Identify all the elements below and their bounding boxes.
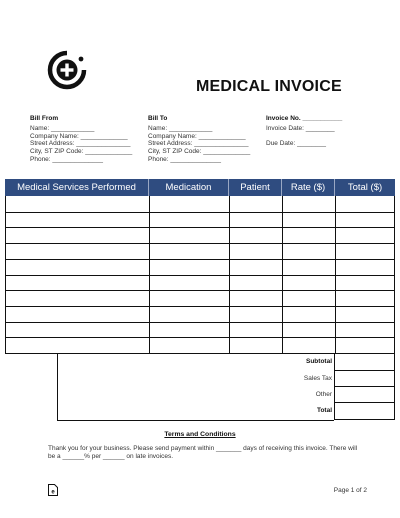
sales-tax-cell[interactable] — [334, 371, 395, 387]
page-number: Page 1 of 2 — [333, 487, 367, 494]
terms-body: Thank you for your business. Please send payment within _______ days of receiving this invoice. There will be a ______% per ______ on late invoices. — [48, 445, 358, 461]
table-column-divider — [149, 196, 150, 353]
totals-bottom-border — [57, 420, 334, 421]
table-column-divider — [229, 196, 230, 353]
other-cell[interactable] — [334, 387, 395, 403]
bill-to-street-field[interactable]: Street Address: _______________ — [148, 140, 249, 148]
bill-from-phone-field[interactable]: Phone: ______________ — [30, 155, 104, 163]
subtotal-cell[interactable] — [334, 354, 395, 371]
table-body[interactable] — [5, 196, 395, 354]
invoice-date-field[interactable]: Invoice Date: ________ — [266, 124, 335, 132]
bill-to-city-field[interactable]: City, ST ZIP Code: _____________ — [148, 148, 251, 156]
bill-to-phone-field[interactable]: Phone: ______________ — [148, 155, 222, 163]
total-label: Total — [316, 407, 332, 414]
bill-to-heading: Bill To — [148, 115, 168, 122]
column-header-medication: Medication — [149, 179, 229, 196]
bill-to-section — [148, 115, 263, 164]
bill-from-heading: Bill From — [30, 115, 59, 122]
subtotal-label: Subtotal — [306, 358, 332, 365]
table-column-divider — [335, 196, 336, 353]
table-column-divider — [282, 196, 283, 353]
sales-tax-label: Sales Tax — [303, 375, 332, 382]
bill-to-company-field[interactable]: Company Name: _____________ — [148, 132, 246, 140]
column-header-patient: Patient — [229, 179, 282, 196]
terms-title: Terms and Conditions — [164, 431, 236, 438]
totals-section — [5, 354, 395, 420]
bill-from-name-field[interactable]: Name: ____________ — [30, 124, 95, 132]
document-icon — [48, 484, 58, 496]
total-cell[interactable] — [334, 403, 395, 420]
table-header — [5, 179, 395, 196]
svg-text:e: e — [51, 489, 55, 496]
bill-from-section — [30, 115, 145, 164]
column-header-services: Medical Services Performed — [5, 179, 149, 196]
column-header-rate: Rate ($) — [282, 179, 335, 196]
invoice-meta-section — [266, 115, 376, 156]
bill-from-street-field[interactable]: Street Address: _______________ — [30, 140, 131, 148]
other-label: Other — [315, 391, 332, 398]
invoice-title: MEDICAL INVOICE — [196, 78, 342, 95]
bill-from-company-field[interactable]: Company Name: _____________ — [30, 132, 128, 140]
medical-cross-logo-icon — [47, 50, 87, 90]
invoice-number-field[interactable]: Invoice No. ___________ — [266, 115, 343, 122]
due-date-field[interactable]: Due Date: ________ — [266, 140, 326, 148]
bill-from-city-field[interactable]: City, ST ZIP Code: _____________ — [30, 148, 133, 156]
column-header-total: Total ($) — [347, 182, 383, 193]
totals-left-border — [57, 354, 58, 420]
bill-to-name-field[interactable]: Name: ____________ — [148, 124, 213, 132]
